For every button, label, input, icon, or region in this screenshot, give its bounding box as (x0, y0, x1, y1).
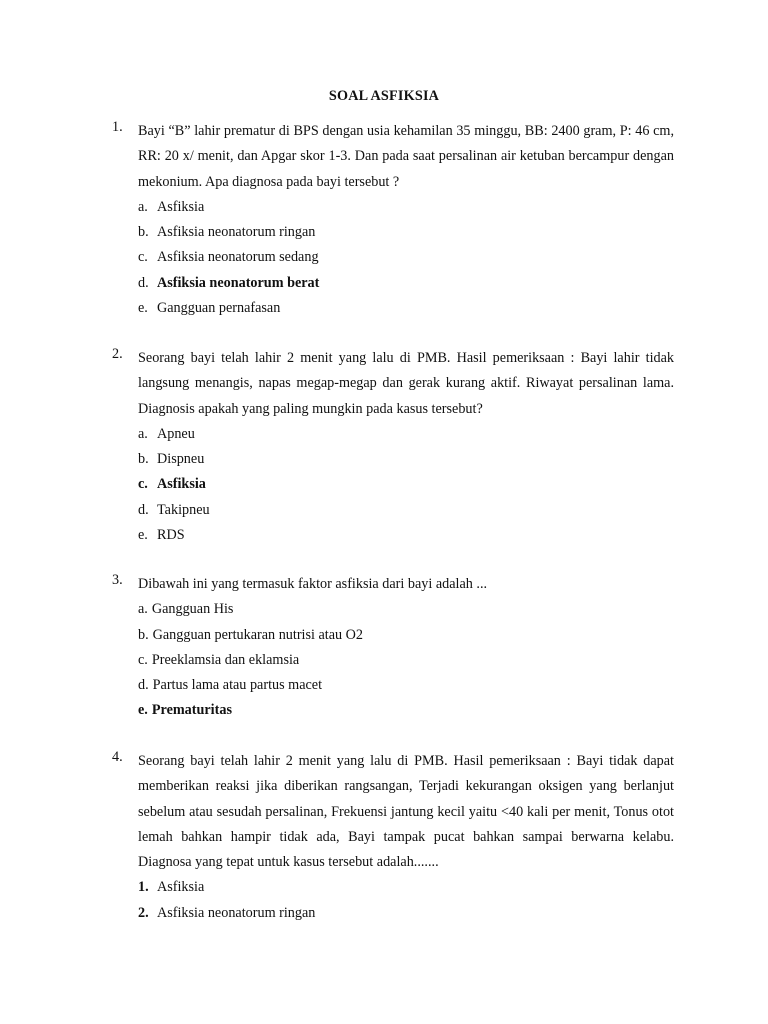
question-text: Seorang bayi telah lahir 2 menit yang lalu di PMB. Hasil pemeriksaan : Bayi tidak dapat memberikan reaksi jika diberikan rangsangan, Terjadi kekurangan oksigen yang berlanjut sebelum atau sesudah persalinan, Frekuensi jantung kecil yaitu <40 kali per menit, Tonus otot lemah bahkan hampir tidak ada, Bayi tampak pucat bahkan sampai berwarna kelabu. Diagnosa yang tepat untuk kasus tersebut adalah....... (138, 753, 674, 871)
correct-answer: Asfiksia (157, 476, 206, 493)
option-list (138, 195, 674, 321)
option-b: b. Asfiksia neonatorum ringan (138, 224, 316, 241)
question-text: Dibawah ini yang termasuk faktor asfiksia dari bayi adalah ... (138, 576, 488, 592)
option-list (138, 422, 674, 548)
option-a: a. Gangguan His (138, 601, 234, 618)
option-e: e. Gangguan pernafasan (138, 300, 281, 317)
page-title: SOAL ASFIKSIA (328, 88, 440, 104)
option-a: a. Asfiksia (138, 198, 205, 215)
option-list (138, 875, 674, 926)
question-number: 2. (112, 346, 123, 362)
question-number: 1. (112, 119, 123, 135)
option-b: b. Dispneu (138, 451, 205, 468)
question-text: Seorang bayi telah lahir 2 menit yang lalu di PMB. Hasil pemeriksaan : Bayi lahir tidak langsung menangis, napas megap-megap dan gerak kurang aktif. Riwayat persalinan lama. Diagnosis apakah yang paling mungkin pada kasus tersebut? (138, 350, 674, 417)
question-3 (112, 572, 674, 724)
question-number: 4. (112, 749, 123, 765)
option-1: 1. Asfiksia (138, 879, 205, 896)
option-e: e. Prematuritas (138, 698, 674, 723)
option-d: d. Takipneu (138, 501, 210, 518)
correct-answer: Asfiksia neonatorum berat (157, 274, 320, 291)
question-2 (112, 346, 674, 548)
option-b: b. Gangguan pertukaran nutrisi atau O2 (138, 626, 364, 643)
option-a: a. Apneu (138, 425, 195, 442)
question-text: Bayi “B” lahir prematur di BPS dengan usia kehamilan 35 minggu, BB: 2400 gram, P: 46 cm, RR: 20 x/ menit, dan Apgar skor 1-3. Dan pada saat persalinan air ketuban bercampur dengan mekonium. Apa diagnosa pada bayi tersebut ? (138, 123, 674, 190)
option-c: c. Preeklamsia dan eklamsia (138, 651, 300, 668)
option-2: 2. Asfiksia neonatorum ringan (138, 904, 316, 921)
question-4 (112, 749, 674, 926)
option-d: d. Partus lama atau partus macet (138, 677, 323, 694)
question-number: 3. (112, 572, 123, 588)
option-d: d. Asfiksia neonatorum berat (138, 271, 674, 296)
correct-answer: Prematuritas (151, 702, 232, 719)
option-c: c. Asfiksia (138, 472, 674, 497)
option-list (138, 597, 674, 723)
option-c: c. Asfiksia neonatorum sedang (138, 249, 319, 266)
question-1 (112, 119, 674, 321)
option-e: e. RDS (138, 527, 185, 544)
